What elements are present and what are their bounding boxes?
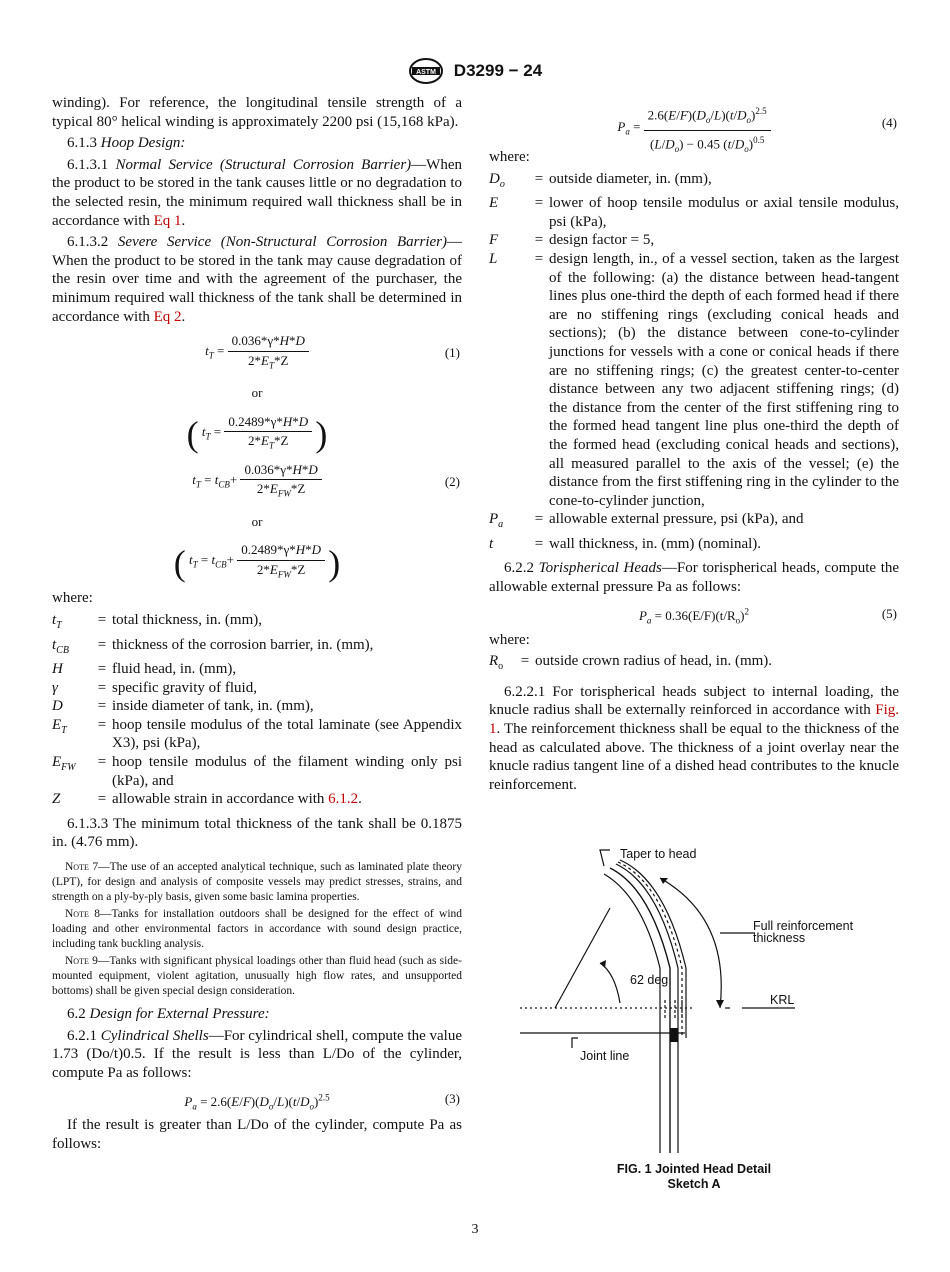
label-taper: Taper to head [620, 847, 697, 861]
definition-row: $E_{FW}$ = hoop tensile modulus of the filament winding only psi (kPa), and [52, 754, 462, 789]
paragraph: winding). For reference, the longitudinal tensile strength of a typical 80° helical winding is approximately 2200 psi (15,168 kPa). [52, 95, 462, 130]
eq2-link[interactable]: Eq 2 [153, 308, 182, 325]
figure-caption-title: FIG. 1 Jointed Head Detail [616, 1162, 772, 1176]
section-6-1-2-link[interactable]: 6.1.2 [328, 791, 359, 808]
paragraph-after-eq3: If the result is greater than L/Do of the cylinder, compute Pa as follows: [52, 1117, 462, 1152]
definition-row: L = design length, in., of a vessel section, taken as the largest of the following: (a) the distance between head-tangent lines plus one-third the depth of each formed head if there are no stiffening rings (excluding conical heads and sections); (b) the distance between cone-to-cylinder junctions for vessels with a cone or conical heads if there are no stiffening rings; (c) the greatest center-to-center distance between any two adjacent stiffening rings; (d) the distance from the center of the first stiffening ring to the formed head tangent line plus one-third the depth of the formed head (excluding conical heads and sections), all measured parallel to the axis of the vessel; (e) the distance from the first stiffening ring in the cylinder to the cone-to-cylinder junction, [489, 250, 899, 509]
figure-drawing [520, 838, 910, 1168]
definition-row: t = wall thickness, in. (mm) (nominal). [489, 535, 762, 552]
page-number: 3 [471, 1222, 479, 1237]
paragraph-6-2-2-1: 6.2.2.1 For torispherical heads subject to internal loading, the knucle radius shall be externally reinforced in accordance with Fig. 1. The reinforcement thickness shall be equal to the thickness of the head as calculated above. The thickness of a joint overlay near the knucle radius tangent line of a dished head contributes to the knucle reinforcement. [489, 683, 899, 793]
figure-caption [489, 1162, 899, 1192]
definition-row: F = design factor = 5, [489, 232, 655, 249]
label-angle: 62 deg. [630, 973, 672, 987]
definition-row: γ = specific gravity of fluid, [52, 679, 257, 696]
svg-text:ASTM: ASTM [415, 69, 436, 76]
note-8: Note 8—Tanks for installation outdoors shall be designed for the effect of wind loading and other environmental factors in accordance with sound design practice, including tank buckling analysis. [52, 908, 463, 951]
paragraph-6-2-2: 6.2.2 Torispherical Heads—For torispherical heads, compute the allowable external pressure Pa as follows: [489, 560, 900, 596]
definition-row: $E_T$ = hoop tensile modulus of the total laminate (see Appendix X3), psi (kPa), [52, 716, 462, 752]
page-header [0, 58, 950, 84]
label-full-reinforcement: Full reinforcement [753, 919, 854, 933]
label-krl: KRL [770, 993, 795, 1007]
or-text: or [251, 513, 263, 529]
paragraph-6-1-3-1: 6.1.3.1 Normal Service (Structural Corrosion Barrier)—When the product to be stored in the tank causes little or no degradation to the selected resin, the minimum required wall thickness shall be in accordance with Eq 1. [52, 156, 462, 229]
equation-2b: ( $t_T = t_{CB}+$ $\frac{0.2489*\gamma*H*D}{2*E_{FW}*Z}$ ) [173, 542, 341, 583]
equation-3: $P_a = 2.6(E/F)(D_o/L)(t/D_o)^{2.5}$ (3) [184, 1091, 460, 1112]
label-thickness: thickness [753, 931, 806, 945]
document-code: D3299 − 24 [453, 61, 543, 80]
note-9: Note 9—Tanks with significant physical loadings other than fluid head (such as side-mounted equipment, violent agitation, unusually high flow rates, and unsupported bottoms) shall be given special design consideration. [52, 955, 462, 998]
or-text: or [251, 385, 263, 401]
left-column [52, 94, 462, 1157]
definition-row: Z = allowable strain in accordance with 6.1.2. [52, 791, 362, 808]
where-label: where: [489, 631, 530, 648]
figure-jointed-head-detail [520, 838, 910, 1168]
definition-row: $t_{CB}$ = thickness of the corrosion barrier, in. (mm), [52, 636, 374, 656]
definition-row: D = inside diameter of tank, in. (mm), [52, 698, 314, 715]
paragraph-6-1-3-2: 6.1.3.2 Severe Service (Non-Structural Corrosion Barrier)—When the product to be stored in the tank may cause degradation of the resin over time and with the agreement of the purchaser, the minimum required wall thickness of the tank shall be determined in accordance with Eq 2. [52, 234, 462, 325]
paragraph-6-2-1: 6.2.1 Cylindrical Shells—For cylindrical shell, compute the value 1.73 (Do/t)0.5. If the result is less than L/Do of the cylinder, compute Pa as follows: [52, 1027, 462, 1081]
definition-row: $D_o$ = outside diameter, in. (mm), [489, 170, 712, 190]
equation-2a: ( $t_T$ = $\frac{0.2489*\gamma*H*D}{2*E_T*Z}$ ) [186, 413, 328, 455]
equation-2: $t_T = t_{CB}+$ $\frac{0.036*\gamma*H*D}{2*E_{FW}*Z}$ (2) [192, 461, 460, 499]
equation-4: $P_a$ = $\frac{2.6(E/F)(D_o/L)(t/D_o)^{2.5}}{(L/D_o) - 0.45 (t/D_o)^{0.5}}$ (4) [489, 102, 899, 142]
paragraph-6-1-3-3: 6.1.3.3 The minimum total thickness of the tank shall be 0.1875 in. (4.76 mm). [52, 815, 462, 851]
definition-row: $R_o$ = outside crown radius of head, in. (mm). [489, 653, 773, 673]
equation-1: $t_T$ = $\frac{0.036*\gamma*H*D}{2*E_T*Z}$ (1) [205, 333, 460, 371]
section-heading-6-1-3: 6.1.3 Hoop Design: [67, 135, 186, 152]
definition-row: H = fluid head, in. (mm), [52, 661, 237, 678]
symbol-definitions [489, 652, 899, 677]
right-column [489, 96, 899, 797]
equation-5: $P_a = 0.36(E/F)(t/R_o)^2$ (5) [638, 605, 897, 626]
eq1-link[interactable]: Eq 1 [153, 212, 182, 229]
section-heading-6-2: 6.2 Design for External Pressure: [67, 1006, 270, 1023]
where-label: where: [489, 149, 530, 165]
symbol-definitions [489, 170, 899, 554]
joint-block-icon [670, 1028, 678, 1042]
label-joint-line: Joint line [580, 1049, 630, 1063]
figure-caption-subtitle: Sketch A [667, 1177, 721, 1191]
fig1-link[interactable]: Fig. 1 [489, 702, 899, 738]
note-7: Note 7—The use of an accepted analytical technique, such as laminated plate theory (LPT), for design and analysis of composite vessels may predict stresses, strains, and strength on a ply-by-ply basis, given some basic lamina properties. [52, 861, 462, 904]
definition-row: E = lower of hoop tensile modulus or axial tensile modulus, psi (kPa), [489, 195, 899, 230]
astm-logo-icon [408, 58, 444, 84]
symbol-definitions [52, 611, 462, 809]
definition-row: $t_T$ = total thickness, in. (mm), [52, 611, 262, 631]
where-label: where: [52, 590, 93, 607]
definition-row: $P_a$ = allowable external pressure, psi (kPa), and [489, 511, 804, 531]
